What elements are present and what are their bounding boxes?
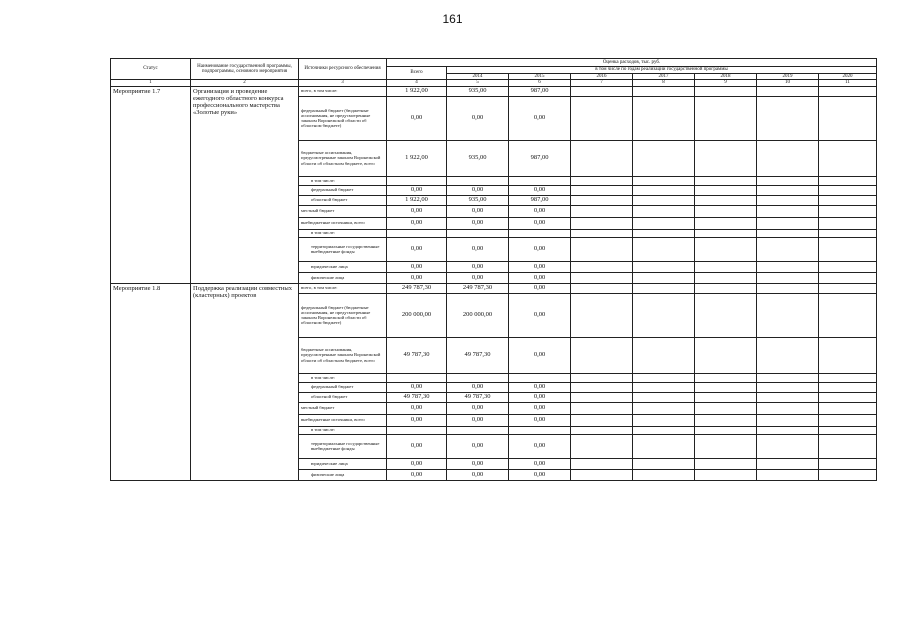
measure-name: Поддержка реализации совместных (кластерных) проектов <box>191 283 299 480</box>
value-total: 0,00 <box>387 434 447 458</box>
value-empty <box>571 229 633 237</box>
value-empty <box>633 217 695 229</box>
value-empty <box>695 337 757 373</box>
measure-name: Организация и проведение ежегодного областного конкурса профессионального мастерства «Золотые руки» <box>191 86 299 283</box>
source-label: физические лица <box>299 272 387 283</box>
value-empty <box>757 434 819 458</box>
value-y2015: 0,00 <box>509 337 571 373</box>
value-y2015: 0,00 <box>509 96 571 140</box>
value-empty <box>571 140 633 176</box>
header-year: 2017 <box>633 73 695 80</box>
value-empty <box>819 176 877 185</box>
source-label: в том числе: <box>299 176 387 185</box>
value-empty <box>695 414 757 426</box>
value-y2015: 0,00 <box>509 402 571 414</box>
header-total: Всего <box>387 67 447 80</box>
value-y2015: 987,00 <box>509 86 571 96</box>
value-y2015: 0,00 <box>509 293 571 337</box>
value-total: 0,00 <box>387 402 447 414</box>
value-empty <box>757 237 819 261</box>
value-empty <box>571 283 633 293</box>
value-empty <box>819 337 877 373</box>
value-empty <box>695 382 757 392</box>
col-index: 10 <box>757 80 819 87</box>
value-empty <box>571 458 633 469</box>
value-empty <box>819 414 877 426</box>
value-empty <box>571 402 633 414</box>
value-empty <box>757 86 819 96</box>
value-empty <box>757 261 819 272</box>
value-y2014: 0,00 <box>447 414 509 426</box>
header-estimate: Оценка расходов, тыс. руб. <box>387 59 877 67</box>
source-label: юридические лица <box>299 458 387 469</box>
col-index: 1 <box>111 80 191 87</box>
value-empty <box>633 414 695 426</box>
value-empty <box>633 402 695 414</box>
measure-status: Мероприятие 1.8 <box>111 283 191 480</box>
value-empty <box>819 86 877 96</box>
table-body <box>111 86 877 480</box>
value-empty <box>571 414 633 426</box>
value-empty <box>757 217 819 229</box>
value-empty <box>819 237 877 261</box>
value-empty <box>695 392 757 402</box>
value-empty <box>757 140 819 176</box>
value-empty <box>571 261 633 272</box>
value-empty <box>695 283 757 293</box>
value-y2014: 935,00 <box>447 140 509 176</box>
value-y2015: 987,00 <box>509 195 571 205</box>
value-empty <box>695 217 757 229</box>
value-total: 0,00 <box>387 414 447 426</box>
value-empty <box>633 261 695 272</box>
source-label: в том числе: <box>299 426 387 434</box>
value-y2015: 0,00 <box>509 434 571 458</box>
value-total: 0,00 <box>387 261 447 272</box>
value-y2014: 200 000,00 <box>447 293 509 337</box>
value-empty <box>757 272 819 283</box>
value-empty <box>819 392 877 402</box>
value-empty <box>633 195 695 205</box>
value-total: 0,00 <box>387 96 447 140</box>
value-empty <box>757 96 819 140</box>
value-empty <box>695 293 757 337</box>
value-empty <box>571 237 633 261</box>
value-y2014: 0,00 <box>447 382 509 392</box>
value-empty <box>757 458 819 469</box>
value-y2014: 0,00 <box>447 237 509 261</box>
value-total <box>387 373 447 382</box>
value-empty <box>571 469 633 480</box>
table-row <box>111 86 877 96</box>
value-empty <box>819 283 877 293</box>
col-index: 2 <box>191 80 299 87</box>
value-empty <box>571 96 633 140</box>
value-empty <box>757 229 819 237</box>
source-label: юридические лица <box>299 261 387 272</box>
source-label: внебюджетные источники, всего <box>299 414 387 426</box>
source-label: областной бюджет <box>299 195 387 205</box>
value-empty <box>757 414 819 426</box>
value-empty <box>757 373 819 382</box>
value-empty <box>757 392 819 402</box>
value-empty <box>695 96 757 140</box>
value-total: 1 922,00 <box>387 140 447 176</box>
value-total: 0,00 <box>387 217 447 229</box>
source-label: в том числе: <box>299 373 387 382</box>
table-row <box>111 283 877 293</box>
value-empty <box>819 96 877 140</box>
source-label: территориальные государственные внебюджетные фонды <box>299 434 387 458</box>
source-label: федеральный бюджет <box>299 382 387 392</box>
value-empty <box>633 185 695 195</box>
value-y2014: 49 787,30 <box>447 337 509 373</box>
header-year: 2016 <box>571 73 633 80</box>
value-total: 249 787,30 <box>387 283 447 293</box>
budget-table <box>110 58 877 481</box>
source-label: бюджетные ассигнования, предусмотренные законом Воронежской области об областном бюджете, всего <box>299 140 387 176</box>
value-empty <box>757 205 819 217</box>
value-empty <box>819 293 877 337</box>
value-y2014: 935,00 <box>447 195 509 205</box>
value-y2014: 0,00 <box>447 185 509 195</box>
value-empty <box>633 382 695 392</box>
source-label: федеральный бюджет (бюджетные ассигнования, не предусмотренные законом Воронежской области об областном бюджете) <box>299 96 387 140</box>
value-empty <box>571 185 633 195</box>
page-number: 161 <box>442 12 463 26</box>
source-label: областной бюджет <box>299 392 387 402</box>
value-empty <box>695 426 757 434</box>
source-label: местный бюджет <box>299 402 387 414</box>
value-empty <box>633 426 695 434</box>
value-empty <box>757 176 819 185</box>
value-empty <box>633 229 695 237</box>
value-y2014: 49 787,30 <box>447 392 509 402</box>
value-empty <box>819 217 877 229</box>
value-empty <box>571 205 633 217</box>
value-empty <box>633 293 695 337</box>
value-empty <box>819 373 877 382</box>
value-y2014: 0,00 <box>447 205 509 217</box>
value-y2014: 0,00 <box>447 402 509 414</box>
value-empty <box>633 96 695 140</box>
value-empty <box>819 434 877 458</box>
value-empty <box>571 217 633 229</box>
col-index: 6 <box>509 80 571 87</box>
value-empty <box>695 195 757 205</box>
value-empty <box>695 272 757 283</box>
value-empty <box>633 86 695 96</box>
value-y2015: 0,00 <box>509 185 571 195</box>
value-total: 0,00 <box>387 469 447 480</box>
value-total: 0,00 <box>387 272 447 283</box>
value-empty <box>757 337 819 373</box>
value-empty <box>571 434 633 458</box>
value-empty <box>819 382 877 392</box>
value-empty <box>819 229 877 237</box>
value-empty <box>695 140 757 176</box>
value-y2015: 0,00 <box>509 458 571 469</box>
value-y2015: 0,00 <box>509 237 571 261</box>
value-empty <box>819 185 877 195</box>
header-year: 2015 <box>509 73 571 80</box>
value-empty <box>757 283 819 293</box>
col-index: 9 <box>695 80 757 87</box>
value-y2015: 0,00 <box>509 469 571 480</box>
value-empty <box>819 195 877 205</box>
value-empty <box>819 469 877 480</box>
col-index: 7 <box>571 80 633 87</box>
value-empty <box>571 293 633 337</box>
value-empty <box>695 373 757 382</box>
value-empty <box>695 469 757 480</box>
value-total: 0,00 <box>387 237 447 261</box>
source-label: местный бюджет <box>299 205 387 217</box>
value-empty <box>695 237 757 261</box>
value-empty <box>571 337 633 373</box>
value-empty <box>633 176 695 185</box>
value-empty <box>633 469 695 480</box>
value-empty <box>633 434 695 458</box>
value-empty <box>695 261 757 272</box>
col-index: 3 <box>299 80 387 87</box>
value-empty <box>571 176 633 185</box>
value-empty <box>819 272 877 283</box>
value-empty <box>571 272 633 283</box>
value-y2015: 0,00 <box>509 414 571 426</box>
value-total: 49 787,30 <box>387 392 447 402</box>
value-total: 0,00 <box>387 185 447 195</box>
value-empty <box>571 195 633 205</box>
value-empty <box>757 293 819 337</box>
header-by-years: в том числе по годам реализации государственной программы <box>447 67 877 74</box>
value-empty <box>695 229 757 237</box>
source-label: территориальные государственные внебюджетные фонды <box>299 237 387 261</box>
value-empty <box>633 337 695 373</box>
value-empty <box>571 86 633 96</box>
value-y2015: 0,00 <box>509 217 571 229</box>
value-empty <box>633 140 695 176</box>
value-y2014: 0,00 <box>447 272 509 283</box>
value-empty <box>633 458 695 469</box>
header-year: 2014 <box>447 73 509 80</box>
value-empty <box>633 392 695 402</box>
header-year: 2019 <box>757 73 819 80</box>
value-y2015: 0,00 <box>509 205 571 217</box>
value-y2014: 0,00 <box>447 261 509 272</box>
col-index: 8 <box>633 80 695 87</box>
source-label: в том числе: <box>299 229 387 237</box>
value-y2015 <box>509 176 571 185</box>
value-y2014: 0,00 <box>447 96 509 140</box>
value-y2014: 0,00 <box>447 458 509 469</box>
value-total <box>387 176 447 185</box>
value-empty <box>695 458 757 469</box>
value-y2015: 0,00 <box>509 272 571 283</box>
value-y2015: 0,00 <box>509 382 571 392</box>
value-empty <box>819 261 877 272</box>
value-total: 0,00 <box>387 458 447 469</box>
value-empty <box>571 426 633 434</box>
value-empty <box>819 140 877 176</box>
value-empty <box>633 283 695 293</box>
value-empty <box>571 373 633 382</box>
value-y2014: 0,00 <box>447 217 509 229</box>
value-y2014: 249 787,30 <box>447 283 509 293</box>
value-total <box>387 426 447 434</box>
value-total: 1 922,00 <box>387 195 447 205</box>
value-y2015: 0,00 <box>509 261 571 272</box>
value-y2015: 0,00 <box>509 283 571 293</box>
header-source: Источники ресурсного обеспечения <box>299 59 387 80</box>
source-label: всего, в том числе: <box>299 86 387 96</box>
value-empty <box>819 458 877 469</box>
value-empty <box>695 205 757 217</box>
header-name: Наименование государственной программы, подпрограммы, основного мероприятия <box>191 59 299 80</box>
value-empty <box>757 195 819 205</box>
value-y2014: 0,00 <box>447 434 509 458</box>
value-empty <box>571 382 633 392</box>
value-y2014 <box>447 176 509 185</box>
value-empty <box>633 272 695 283</box>
value-empty <box>695 176 757 185</box>
source-label: всего, в том числе: <box>299 283 387 293</box>
value-total: 49 787,30 <box>387 337 447 373</box>
value-empty <box>571 392 633 402</box>
value-empty <box>695 402 757 414</box>
value-empty <box>819 205 877 217</box>
value-empty <box>757 382 819 392</box>
header-year: 2020 <box>819 73 877 80</box>
value-total: 200 000,00 <box>387 293 447 337</box>
value-y2015: 987,00 <box>509 140 571 176</box>
value-empty <box>695 434 757 458</box>
col-index: 11 <box>819 80 877 87</box>
measure-status: Мероприятие 1.7 <box>111 86 191 283</box>
value-y2014: 935,00 <box>447 86 509 96</box>
value-y2015: 0,00 <box>509 392 571 402</box>
value-y2014 <box>447 426 509 434</box>
value-total: 0,00 <box>387 205 447 217</box>
header-status: Статус <box>111 59 191 80</box>
value-y2014 <box>447 229 509 237</box>
value-empty <box>757 185 819 195</box>
value-empty <box>757 426 819 434</box>
value-empty <box>819 426 877 434</box>
value-total: 1 922,00 <box>387 86 447 96</box>
source-label: федеральный бюджет (бюджетные ассигнования, не предусмотренные законом Воронежской области об областном бюджете) <box>299 293 387 337</box>
value-empty <box>633 237 695 261</box>
col-index: 5 <box>447 80 509 87</box>
value-empty <box>633 373 695 382</box>
value-empty <box>695 86 757 96</box>
source-label: бюджетные ассигнования, предусмотренные законом Воронежской области об областном бюджете, всего <box>299 337 387 373</box>
value-y2015 <box>509 229 571 237</box>
source-label: физические лица <box>299 469 387 480</box>
value-empty <box>695 185 757 195</box>
value-empty <box>757 402 819 414</box>
value-empty <box>757 469 819 480</box>
value-y2014: 0,00 <box>447 469 509 480</box>
value-y2015 <box>509 373 571 382</box>
header-year: 2018 <box>695 73 757 80</box>
source-label: внебюджетные источники, всего <box>299 217 387 229</box>
source-label: федеральный бюджет <box>299 185 387 195</box>
value-total: 0,00 <box>387 382 447 392</box>
col-index: 4 <box>387 80 447 87</box>
value-empty <box>819 402 877 414</box>
value-y2014 <box>447 373 509 382</box>
value-empty <box>633 205 695 217</box>
value-y2015 <box>509 426 571 434</box>
value-total <box>387 229 447 237</box>
